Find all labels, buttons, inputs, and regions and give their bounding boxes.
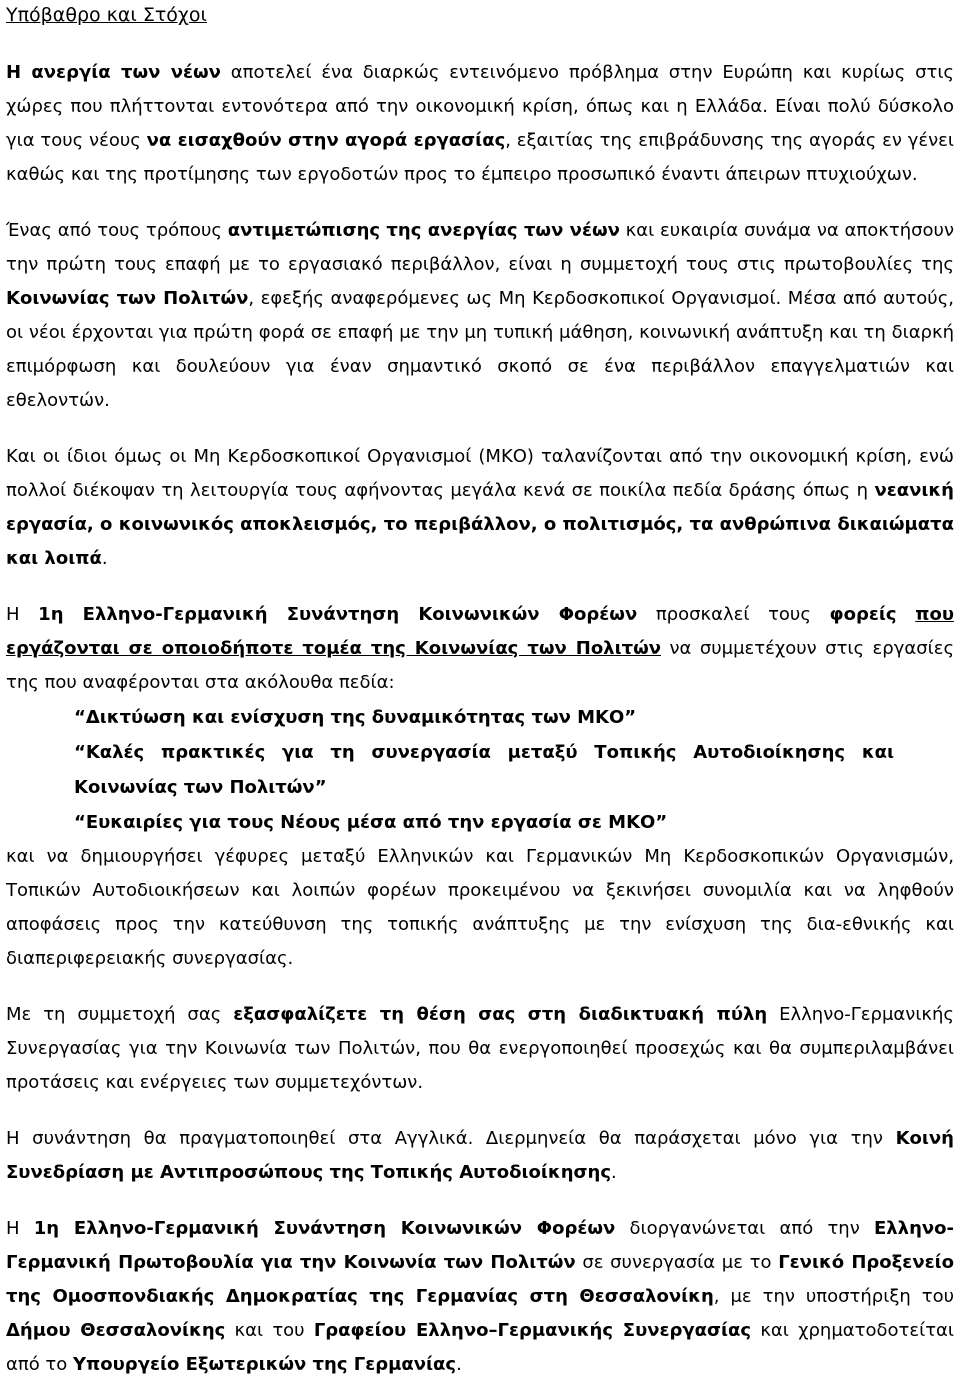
paragraph-language [6,1122,954,1190]
paragraph-youth-unemployment [6,56,954,192]
text-run: και χρηματοδοτείται από το [6,1320,954,1375]
text-run: . [456,1354,462,1375]
paragraph-civil-society [6,214,954,418]
text-run: διοργανώνεται από την [615,1218,874,1239]
bold-phrase: Υπουργείο Εξωτερικών της Γερμανίας [73,1354,457,1375]
text-run: Με τη συμμετοχή σας [6,1004,234,1025]
text-run: Ελληνο-Γερμανικής Συνεργασίας για την Κοινωνία των Πολιτών, που θα ενεργοποιηθεί προσεχώς και θα συμπεριλαμβάνει προτάσεις και ενέργειες των συμμετεχόντων. [6,1004,955,1093]
bold-phrase: Γενικό Προξενείο της Ομοσπονδιακής Δημοκρατίας της Γερμανίας στη Θεσσαλονίκη [6,1252,954,1307]
text-run: , εξαιτίας της επιβράδυνσης της αγοράς εν γένει καθώς και της προτίμησης των εργοδοτών προς το έμπειρο προσωπικό έναντι άπειρων πτυχιούχων. [6,130,955,185]
bold-phrase: Κοινωνίας των Πολιτών [6,288,249,309]
text-run: Η συνάντηση θα πραγματοποιηθεί στα Αγγλικά. Διερμηνεία θα παράσχεται μόνο για την [6,1128,896,1149]
activity-item: “Δικτύωση και ενίσχυση της δυναμικότητας των ΜΚΟ” [74,707,637,728]
bold-phrase: Ελληνο-Γερμανική Πρωτοβουλία για την Κοινωνία των Πολιτών [6,1218,954,1273]
bold-phrase: 1η Ελληνο-Γερμανική Συνάντηση Κοινωνικών Φορέων [33,1218,616,1239]
text-run: . [611,1162,617,1183]
bold-underlined-phrase: που εργάζονται σε οποιοδήποτε τομέα της Κοινωνίας των Πολιτών [6,604,954,659]
text-run: αποτελεί ένα διαρκώς εντεινόμενο πρόβλημα στην Ευρώπη και κυρίως στις χώρες που πλήττονται εντονότερα από την οικονομική κρίση, όπως και η Ελλάδα. Είναι πολύ δύσκολο για τους νέους [6,62,954,151]
text-run: και ευκαιρία συνάμα να αποκτήσουν την πρώτη τους επαφή με το εργασιακό περιβάλλον, είναι η συμμετοχή τους στις πρωτοβουλίες της [6,220,954,275]
bold-phrase: 1η Ελληνο-Γερμανική Συνάντηση Κοινωνικών Φορέων [38,604,638,625]
bold-phrase: να εισαχθούν στην αγορά εργασίας [146,130,506,151]
bold-phrase: Κοινή Συνεδρίαση με Αντιπροσώπους της Τοπικής Αυτοδιοίκησης [6,1128,954,1183]
bold-phrase: Η ανεργία των νέων [6,62,221,83]
text-run: Ένας από τους τρόπους [6,220,228,241]
text-run: . [101,548,108,569]
text-run: και του [225,1320,314,1341]
text-run: προσκαλεί τους [637,604,830,625]
bold-phrase: αντιμετώπισης της ανεργίας των νέων [227,220,620,241]
text-run: , με την υποστήριξη του [713,1286,954,1307]
activity-item: “Ευκαιρίες για τους Νέους μέσα από την εργασία σε ΜΚΟ” [74,812,668,833]
activity-item: “Καλές πρακτικές για τη συνεργασία μεταξύ Τοπικής Αυτοδιοίκησης και Κοινωνίας των Πολιτών” [74,742,894,798]
paragraph-organizers [6,1212,954,1382]
text-run: , εφεξής αναφερόμενες ως Μη Κερδοσκοπικοί Οργανισμοί. Μέσα από αυτούς, οι νέοι έρχονται για πρώτη φορά σε επαφή με την μη τυπική μάθηση, κοινωνική ανάπτυξη και τη διαρκή επιμόρφωση και δουλεύουν για έναν σημαντικό σκοπό σε ένα περιβάλλον επαγγελματιών και εθελοντών. [6,288,954,411]
bold-phrase: εξασφαλίζετε τη θέση σας στη διαδικτυακή πύλη [233,1004,768,1025]
bold-phrase: φορείς [829,604,897,625]
text-run: Και οι ίδιοι όμως οι Μη Κερδοσκοπικοί Οργανισμοί (ΜΚΟ) ταλανίζονται από την οικονομική κρίση, ενώ πολλοί διέκοψαν τη λειτουργία τους αφήνοντας μεγάλα κενά σε ποικίλα πεδία δράσης όπως η [6,446,954,501]
bold-phrase: νεανική εργασία, ο κοινωνικός αποκλεισμός, το περιβάλλον, ο πολιτισμός, τα ανθρώπινα δικαιώματα και λοιπά [6,480,954,569]
bold-phrase: Γραφείου Ελληνο–Γερμανικής Συνεργασίας [313,1320,752,1341]
paragraph-portal [6,998,954,1100]
text-run: Η [6,1218,34,1239]
text-run: σε συνεργασία με το [575,1252,779,1273]
section-heading: Υπόβαθρο και Στόχοι [6,4,207,26]
text-run: Η [6,604,39,625]
text-run: να συμμετέχουν στις εργασίες της που αναφέρονται στα ακόλουθα πεδία: [6,638,955,693]
bold-phrase: Δήμου Θεσσαλονίκης [6,1320,226,1341]
text-run [897,604,916,625]
paragraph-bridges: και να δημιουργήσει γέφυρες μεταξύ Ελληνικών και Γερμανικών Μη Κερδοσκοπικών Οργανισμών, Τοπικών Αυτοδιοικήσεων και λοιπών φορέων προκειμένου να ξεκινήσει συνομιλία και να ληφθούν αποφάσεις προς την κατεύθυνση της τοπικής ανάπτυξης με την ενίσχυση της δια-εθνικής και διαπεριφερειακής συνεργασίας. [6,846,954,969]
paragraph-ngo-crisis [6,440,954,576]
paragraph-invitation [6,598,954,700]
